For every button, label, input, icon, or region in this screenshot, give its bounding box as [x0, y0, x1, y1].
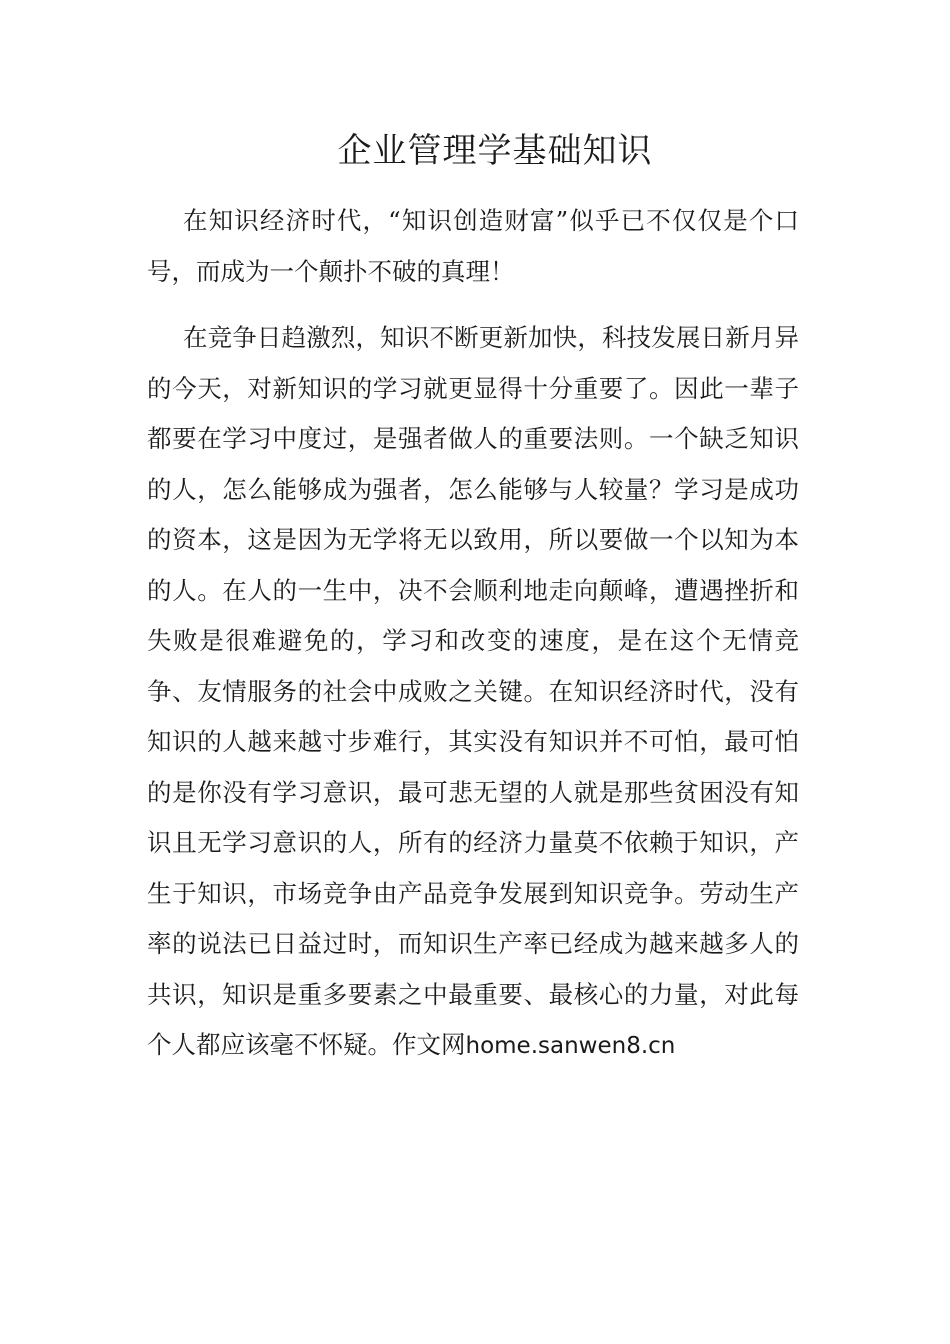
- source-url: home.sanwen8.cn: [465, 1033, 676, 1059]
- document-title: 企业管理学基础知识: [337, 131, 653, 171]
- paragraph-intro: [147, 196, 799, 297]
- paragraph-body-text: 在竞争日趋激烈，知识不断更新加快，科技发展日新月异的今天，对新知识的学习就更显得十分重要了。因此一辈子都要在学习中度过，是强者做人的重要法则。一个缺乏知识的人，怎么能够成为强者，怎么能够与人较量？学习是成功的资本，这是因为无学将无以致用，所以要做一个以知为本的人。在人的一生中，决不会顺利地走向颠峰，遭遇挫折和失败是很难避免的，学习和改变的速度，是在这个无情竞争、友情服务的社会中成败之关键。在知识经济时代，没有知识的人越来越寸步难行，其实没有知识并不可怕，最可怕的是你没有学习意识，最可悲无望的人就是那些贫困没有知识且无学习意识的人，所有的经济力量莫不依赖于知识，产生于知识，市场竞争由产品竞争发展到知识竞争。劳动生产率的说法已日益过时，而知识生产率已经成为越来越多人的共识，知识是重多要素之中最重要、最核心的力量，对此每个人都应该毫不怀疑。作文网: [147, 323, 799, 1059]
- paragraph-body: [147, 313, 799, 1072]
- paragraph-intro-text: 在知识经济时代，“知识创造财富”似乎已不仅仅是个口号，而成为一个颠扑不破的真理！: [147, 206, 799, 286]
